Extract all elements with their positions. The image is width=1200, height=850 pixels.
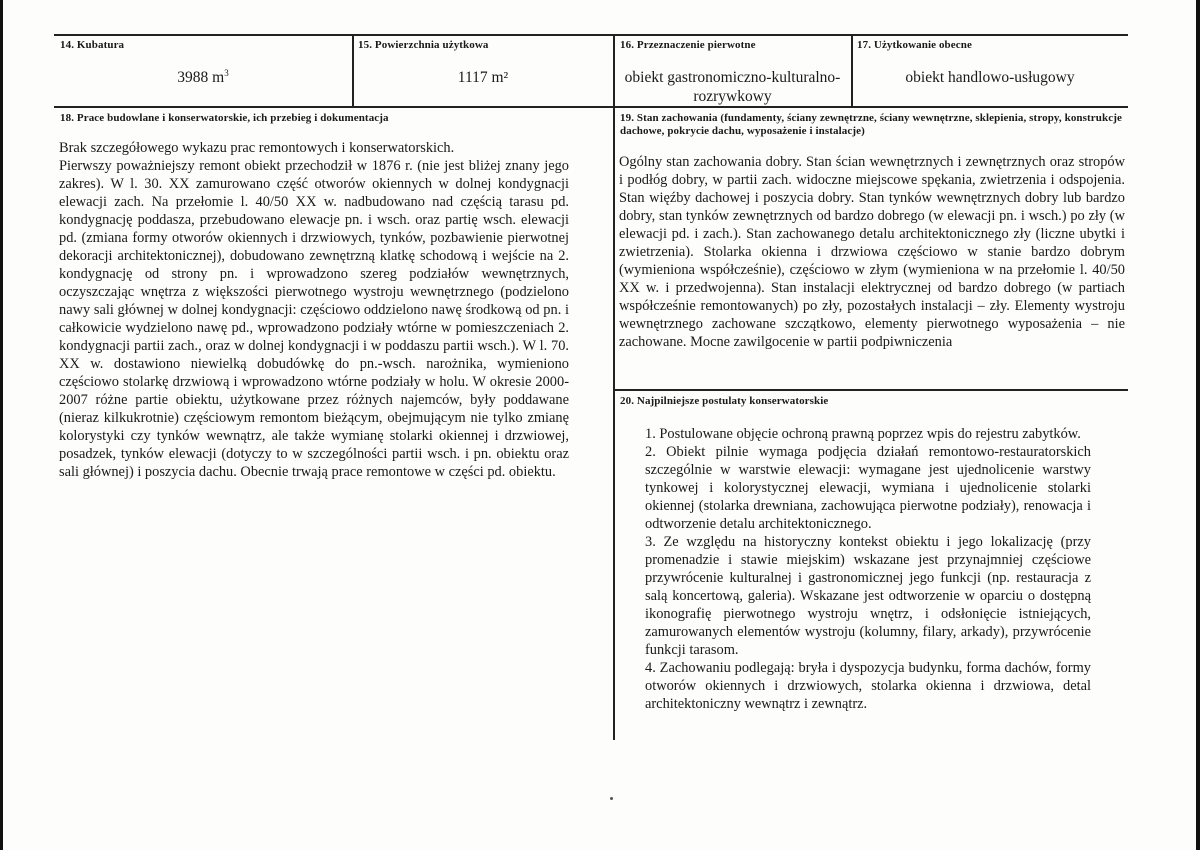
- postulat-item-3: 3. Ze względu na historyczny kontekst obiektu i jego lokalizację (przy promenadzie i stawie miejskim) wskazane jest przynajmniej częściowe przywrócenie kulturalnej i gastronomicznej jego funkcji (np. restauracja z salą koncertową, galeria). Wskazane jest odtworzenie w oparciu o dostępną ikonografię pierwotnego wystroju wnętrz, i odsłonięcie istniejących, zamurowanych elementów wystroju (kolumny, filary, arkady), przywrócenie funkcji tarasom.: [645, 534, 1091, 658]
- field-14-label: 14. Kubatura: [60, 39, 125, 51]
- section-18-paragraph-1: Brak szczegółowego wykazu prac remontowych i konserwatorskich.: [59, 140, 455, 156]
- field-14-value: [54, 68, 352, 87]
- kubatura-exponent: 3: [224, 67, 229, 78]
- header-row-divider: [54, 106, 1128, 108]
- col-divider-main: [613, 34, 615, 740]
- field-16-value: [614, 68, 851, 106]
- field-16-label: 16. Przeznaczenie pierwotne: [620, 39, 756, 51]
- postulat-item-2: 2. Obiekt pilnie wymaga podjęcia działań remontowo-restauratorskich szczególnie w warstwie elewacji: wymagane jest ujednolicenie warstwy tynkowej i kolorystycznej elewacji, wymiana i ujednolicenie stolarki okiennej (stolarka drewniana, zachowująca pierwotne podziały), renowacja i odtworzenie detalu architektonicznego.: [645, 444, 1091, 532]
- top-border: [54, 34, 1128, 36]
- postulat-item-4: 4. Zachowaniu podlegają: bryła i dyspozycja budynku, forma dachów, formy otworów okiennych i drzwiowych, stolarka okienna i drzwiowa, detal architektoniczny wewnątrz i zewnątrz.: [645, 660, 1091, 712]
- field-15-label: 15. Powierzchnia użytkowa: [358, 39, 489, 51]
- field-15-value: 1117 m²: [457, 69, 509, 86]
- section-20-label: 20. Najpilniejsze postulaty konserwatorskie: [620, 395, 829, 407]
- field-16-value-line2: rozrywkowy: [693, 88, 772, 105]
- section-19-label: 19. Stan zachowania (fundamenty, ściany zewnętrzne, ściany wewnętrzne, sklepienia, stropy, konstrukcje dachowe, pokrycie dachu, wyposażenie i instalacje): [620, 112, 1122, 137]
- postulat-item-1: 1. Postulowane objęcie ochroną prawną poprzez wpis do rejestru zabytków.: [645, 426, 1081, 442]
- section-20-list: [645, 425, 1091, 713]
- field-17-label: 17. Użytkowanie obecne: [857, 39, 972, 51]
- field-17-value: obiekt handlowo-usługowy: [905, 69, 1075, 86]
- section-18-label: 18. Prace budowlane i konserwatorskie, ich przebieg i dokumentacja: [60, 112, 389, 124]
- section-19-20-divider: [613, 389, 1128, 391]
- section-19-paragraph: Ogólny stan zachowania dobry. Stan ścian wewnętrznych i zewnętrznych oraz stropów i podłóg dobry, w partii zach. widoczne miejscowe spękania, zwietrzenia i odspojenia. Stan więźby dachowej i poszycia dobry. Stan tynków wewnętrznych dobry lub bardzo dobry, stan tynków zewnętrznych od bardzo dobrego (w elewacji pn. i wsch.) po zły (w elewacji pd. i zach.). Stan zachowanego detalu architektonicznego zły (liczne ubytki i zwietrzenia). Stolarka okienna i drzwiowa częściowo w stanie bardzo dobrym (wymieniona współcześnie), częściowo w złym (wymieniona w na przełomie l. 40/50 XX w. i przedwojenna). Stan instalacji elektrycznej od bardzo dobrego (w partiach współcześnie remontowanych) po zły, pozostałych instalacji – zły. Elementy wystroju wewnętrznego zachowane szczątkowo, elementy pierwotnego wyposażenia – nie zachowane. Mocne zawilgocenie w partii podpiwniczenia: [619, 154, 1125, 350]
- section-19-text: [619, 153, 1125, 351]
- scan-speck: [610, 797, 613, 800]
- section-18-text: [59, 139, 569, 481]
- field-16-value-line1: obiekt gastronomiczno-kulturalno-: [624, 69, 841, 86]
- section-18-paragraph-2: Pierwszy poważniejszy remont obiekt przechodził w 1876 r. (nie jest bliżej znany jego zakres). W l. 30. XX zamurowano część otworów okiennych w dolnej kondygnacji elewacji zach. Na przełomie l. 40/50 XX w. nadbudowano nad częścią tarasu pd. kondygnację poddasza, przebudowano elewacje pn. i wsch. oraz partię wsch. elewacji pd. (zmiana formy otworów okiennych i drzwiowych, tynków, pozbawienie pierwotnej dekoracji architektonicznej), dobudowano zewnętrzną klatkę schodową i wejście na 2. kondygnację od strony pn. i wprowadzono szereg podziałów wewnętrznych, oczyszczając wnętrza z większości pierwotnego wystroju wewnętrznego (podzielono nawy sali głównej w dolnej kondygnacji: częściowo oddzielono nawę środkową od pn. i całkowicie wydzielono nawę pd., wprowadzono podziały wtórne w pomieszczeniach 2. kondygnacji partii zach., oraz w dolnej kondygnacji i w poddaszu partii wsch.). W l. 70. XX w. dostawiono niewielką dobudówkę do pn.-wsch. narożnika, wymieniono częściowo stolarkę drzwiową i wprowadzono wtórne podziały w holu. W okresie 2000-2007 różne partie obiektu, użytkowane przez różnych najemców, były poddawane (nieraz kilkukrotnie) częściowym remontom bieżącym, obejmującym nie tylko zmianę kolorystyki czy tynków wewnątrz, ale także wymianę stolarki okiennej i drzwiowej, posadzek, tynków elewacji (dotyczy to w szczególności partii wsch. i pn. obiektu oraz sali głównej) i poszycia dachu. Obecnie trwają prace remontowe w części pd. obiektu.: [59, 158, 569, 480]
- kubatura-number: 3988 m: [177, 69, 225, 86]
- scan-edge-right: [1196, 0, 1200, 850]
- scan-edge-left: [0, 0, 3, 850]
